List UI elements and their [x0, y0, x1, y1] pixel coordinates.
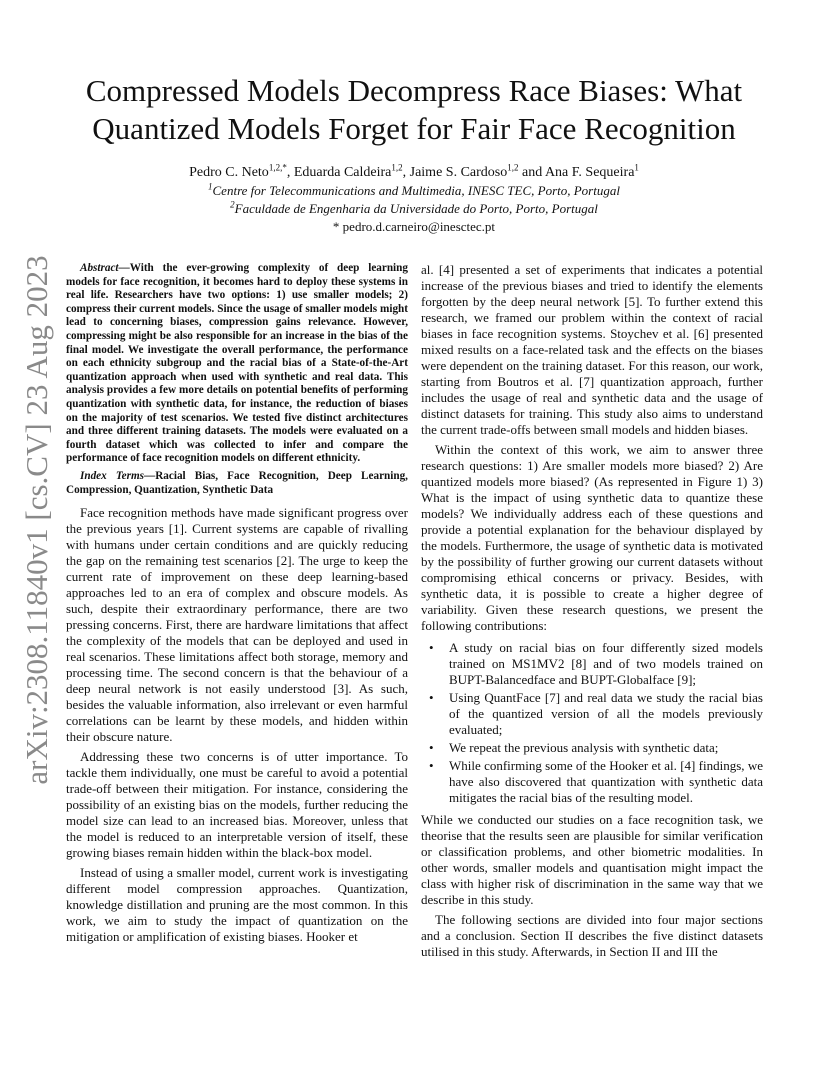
list-item-text: A study on racial bias on four differently sized models trained on MS1MV2 [8] and of two models trained on BUPT-Balancedface and BUPT-Globalface [9];	[449, 640, 763, 687]
body-paragraph: al. [4] presented a set of experiments that indicates a potential increase of the previous biases and tried to identify the elements forgotten by the deep neural network [5]. To further extend this research, we framed our problem within the context of racial biases in face recognition systems. Stoychev et al. [6] presented mixed results on a face-related task and the effects on the biases were dependent on the training dataset. For this reason, our work, starting from Boutros et al. [7] quantization approach, further includes the usage of real and synthetic data and the usage of distinct datasets for training. This study also aims to understand the current trade-offs between small models and hidden biases.	[421, 262, 763, 437]
right-column	[421, 262, 763, 964]
index-terms	[66, 470, 408, 497]
affiliation-text: Faculdade de Engenharia da Universidade do Porto, Porto, Portugal	[234, 201, 598, 216]
author-sup: 1	[634, 162, 639, 173]
list-item	[429, 740, 763, 756]
left-column	[66, 262, 408, 949]
author-sup: 1,2	[391, 162, 403, 173]
abstract	[66, 262, 408, 466]
affiliation	[60, 182, 768, 200]
list-item	[429, 690, 763, 738]
index-terms-text: —Racial Bias, Face Recognition, Deep Learning, Compression, Quantization, Synthetic Data	[66, 469, 408, 496]
list-item-text: Using QuantFace [7] and real data we study the racial bias of the quantized version of all the models previously evaluated;	[449, 690, 763, 737]
body-paragraph: Instead of using a smaller model, current work is investigating different model compression approaches. Quantization, knowledge distillation and pruning are the most common. In this work, we aim to study the impact of quantization on the mitigation or amplification of existing biases. Hooker et	[66, 865, 408, 945]
list-item	[429, 758, 763, 806]
author-name: Jaime S. Cardoso	[409, 165, 508, 180]
author-sup: 1,2	[507, 162, 519, 173]
bullet-icon: •	[429, 740, 434, 755]
corresponding-email: * pedro.d.carneiro@inesctec.pt	[332, 219, 496, 234]
affiliation	[60, 200, 768, 218]
author-name: Eduarda Caldeira	[293, 165, 392, 180]
abstract-label: Abstract	[80, 262, 119, 274]
affiliation-sup: 2	[230, 199, 235, 210]
list-item-text: While confirming some of the Hooker et al. [4] findings, we have also discovered that quantization with synthetic data mitigates the racial bias of the resulting model.	[449, 758, 763, 805]
title-line-1: Compressed Models Decompress Race Biases: What	[85, 73, 743, 108]
body-paragraph: Within the context of this work, we aim to answer three research questions: 1) Are smaller models more biased? 2) Are quantized models more biased? (As represented in Figure 1) 3) What is the impact of using synthetic data to quantize these models? We individually address each of these questions and provide a potential explanation for the behaviour displayed by the models. Furthermore, the usage of synthetic data is motivated by the possibility of further growing our current datasets without compromising ethical concerns or privacy. Besides, with synthetic data, it is possible to create a higher degree of variability. Given these research questions, we present the following contributions:	[421, 442, 763, 633]
contributions-list	[421, 640, 763, 806]
body-paragraph: Face recognition methods have made significant progress over the previous years [1]. Current systems are capable of rivalling with humans under certain conditions and are quickly reducing the gap on the remaining test scenarios [2]. The urge to keep the current rate of improvement on these deep learning-based approaches led to an era of complex and obscure models. As such, despite their extraordinary performance, there are two pressing concerns. First, there are hardware limitations that affect the complexity of the models that can be deployed and used in real scenarios. These limitations affect both storage, memory and processing time. The second concern is that the behaviour of a deep neural network is not easily understood [3]. As such, besides the valuable information, also irrelevant or even harmful correlations can be learnt by these models, and hidden within their obscure nature.	[66, 505, 408, 745]
affiliation-text: Centre for Telecommunications and Multimedia, INESC TEC, Porto, Portugal	[212, 183, 620, 198]
body-paragraph: The following sections are divided into four major sections and a conclusion. Section II describes the five distinct datasets utilised in this study. Afterwards, in Section II and III the	[421, 912, 763, 959]
arxiv-id: arXiv:2308.11840v1 [cs.CV] 23 Aug 2023	[19, 255, 54, 785]
title-line-2: Quantized Models Forget for Fair Face Recognition	[92, 111, 736, 146]
author-name: Pedro C. Neto	[189, 165, 269, 180]
list-item-text: We repeat the previous analysis with synthetic data;	[449, 740, 719, 755]
affiliation-sup: 1	[208, 181, 213, 192]
index-terms-label: Index Terms	[80, 469, 145, 482]
bullet-icon: •	[429, 640, 434, 655]
list-item	[429, 640, 763, 688]
author-sup: 1,2,*	[268, 162, 287, 173]
bullet-icon: •	[429, 758, 434, 773]
abstract-text: —With the ever-growing complexity of deep learning models for face recognition, it becomes hard to deploy these systems in real life. Researchers have two options: 1) use smaller models; 2) compress their current models. Since the usage of smaller models might lead to concerning biases, compression gains relevance. However, compressing might be also responsible for an increase in the bias of the final model. We investigate the overall performance, the performance on each ethnicity subgroup and the racial bias of a State-of-the-Art quantization approach when used with synthetic and real data. This analysis provides a few more details on potential benefits of performing quantization with synthetic data, for instance, the reduction of biases on the majority of test scenarios. We tested five distinct architectures and three different training datasets. The models were evaluated on a fourth dataset which was collected to infer and compare the performance of face recognition models on different ethnicity.	[66, 262, 408, 465]
arxiv-margin-stamp	[19, 255, 54, 785]
author-list: Pedro C. Neto$^{1,2,*}$, Eduarda Caldeira$^{1,2}$, Jaime S. Cardoso$^{1,2}$ and Ana F. Sequeira$^1$	[189, 162, 639, 180]
author-name: Ana F. Sequeira	[544, 165, 635, 180]
body-paragraph: While we conducted our studies on a face recognition task, we theorise that the results seen are plausible for similar verification or classification problems, and other biometric modalities. In other words, smaller models and quantisation might impact the class with higher risk of discrimination in the same way that we describe in this study.	[421, 812, 763, 907]
bullet-icon: •	[429, 690, 434, 705]
paper-title	[50, 72, 778, 148]
body-paragraph: Addressing these two concerns is of utter importance. To tackle them individually, one must be careful to avoid a potential trade-off between their mitigation. For instance, considering the possibility of an existing bias on the models, further reducing the model size can lead to an increased bias. Moreover, unless that the model is reduced to an interpretable version of itself, these growing biases remain hidden within the black-box model.	[66, 749, 408, 861]
